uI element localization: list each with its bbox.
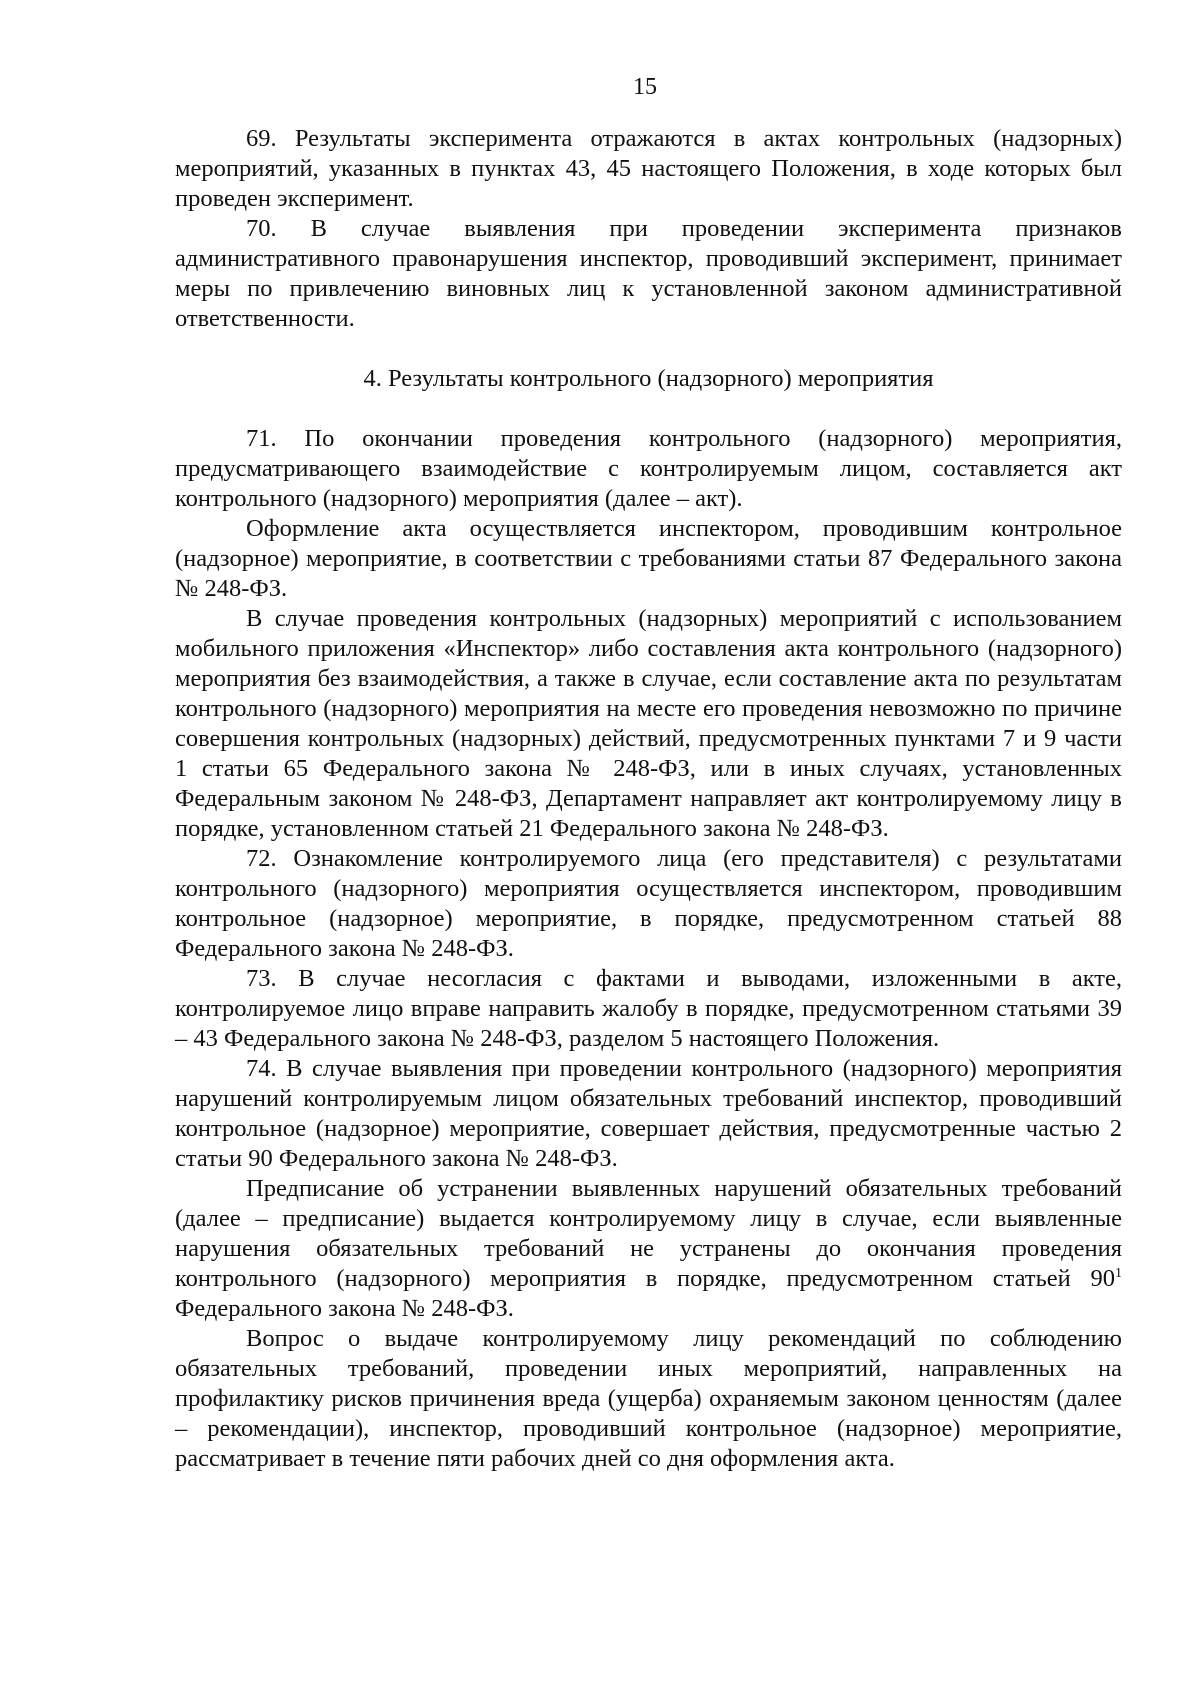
- page-number: 15: [633, 74, 657, 100]
- paragraph-prescription: [175, 1174, 1122, 1324]
- section-heading: 4. Результаты контрольного (надзорного) мероприятия: [363, 365, 934, 392]
- prescription-text-start: Предписание об устранении выявленных нарушений обязательных требований (далее – предписание) выдается контролируемому лицу в случае, если выявленные нарушения обязательных требований не устранены до окончания проведения контрольного (надзорного) мероприятия в порядке, предусмотренном статьей 90: [175, 1175, 1122, 1292]
- paragraph-mobile-inspector: В случае проведения контрольных (надзорных) мероприятий с использованием мобильного приложения «Инспектор» либо составления акта контрольного (надзорного) мероприятия без взаимодействия, а также в случае, если составление акта по результатам контрольного (надзорного) мероприятия на месте его проведения невозможно по причине совершения контрольных (надзорных) действий, предусмотренных пунктами 7 и 9 части 1 статьи 65 Федерального закона № 248-ФЗ, или в иных случаях, установленных Федеральным законом № 248-ФЗ, Департамент направляет акт контролируемому лицу в порядке, установленном статьей 21 Федерального закона № 248-ФЗ.: [175, 605, 1122, 842]
- paragraph-73: 73. В случае несогласия с фактами и выводами, изложенными в акте, контролируемое лицо вправе направить жалобу в порядке, предусмотренном статьями 39 – 43 Федерального закона № 248-ФЗ, разделом 5 настоящего Положения.: [175, 965, 1122, 1052]
- paragraph-74: 74. В случае выявления при проведении контрольного (надзорного) мероприятия нарушений контролируемым лицом обязательных требований инспектор, проводивший контрольное (надзорное) мероприятие, совершает действия, предусмотренные частью 2 статьи 90 Федерального закона № 248-ФЗ.: [175, 1055, 1122, 1172]
- paragraph-71: 71. По окончании проведения контрольного (надзорного) мероприятия, предусматривающего взаимодействие с контролируемым лицом, составляется акт контрольного (надзорного) мероприятия (далее – акт).: [175, 425, 1122, 512]
- paragraph-72: 72. Ознакомление контролируемого лица (его представителя) с результатами контрольного (надзорного) мероприятия осуществляется инспектором, проводившим контрольное (надзорное) мероприятие, в порядке, предусмотренном статьей 88 Федерального закона № 248-ФЗ.: [175, 845, 1122, 962]
- paragraph-70: 70. В случае выявления при проведении эксперимента признаков административного правонарушения инспектор, проводивший эксперимент, принимает меры по привлечению виновных лиц к установленной законом административной ответственности.: [175, 215, 1122, 332]
- paragraph-recommendations: Вопрос о выдаче контролируемому лицу рекомендаций по соблюдению обязательных требований, проведении иных мероприятий, направленных на профилактику рисков причинения вреда (ущерба) охраняемым законом ценностям (далее – рекомендации), инспектор, проводивший контрольное (надзорное) мероприятие, рассматривает в течение пяти рабочих дней со дня оформления акта.: [175, 1325, 1122, 1472]
- document-body: [175, 124, 1122, 1474]
- paragraph-act-formatting: Оформление акта осуществляется инспектором, проводившим контрольное (надзорное) мероприятие, в соответствии с требованиями статьи 87 Федерального закона № 248-ФЗ.: [175, 515, 1122, 602]
- paragraph-69: 69. Результаты эксперимента отражаются в актах контрольных (надзорных) мероприятий, указанных в пунктах 43, 45 настоящего Положения, в ходе которых был проведен эксперимент.: [175, 125, 1122, 212]
- prescription-text-end: Федерального закона № 248-ФЗ.: [175, 1295, 514, 1322]
- superscript-one: 1: [1115, 1265, 1122, 1281]
